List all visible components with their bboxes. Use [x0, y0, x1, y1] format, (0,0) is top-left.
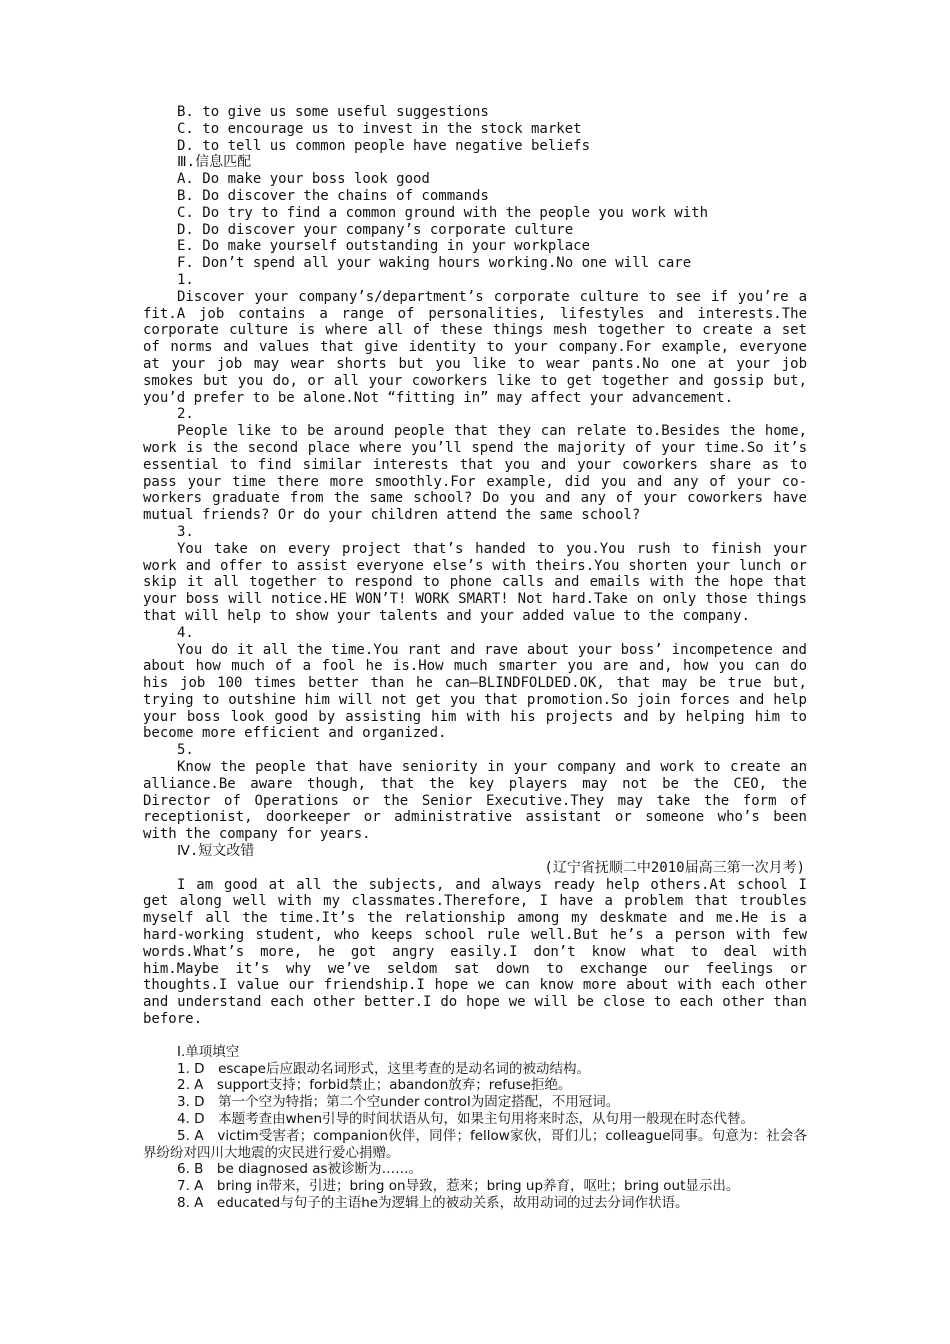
option-c: C. to encourage us to invest in the stock market	[177, 120, 582, 137]
answer-item: 4. D 本题考查由when引导的时间状语从句，如果主句用将来时态，从句用一般现在时态代替。	[177, 1111, 755, 1128]
answer-item: 8. A educated与句子的主语he为逻辑上的被动关系，故用动词的过去分词作状语。	[177, 1195, 689, 1211]
section2-options-tail	[143, 104, 807, 154]
section4-heading: Ⅳ.短文改错	[177, 843, 255, 860]
source-note: (辽宁省抚顺二中2010届高三第一次月考)	[544, 859, 805, 876]
item-paragraph: Know the people that have seniority in your company and work to create an alliance.Be aware though, that the key players may not be the CEO, the Director of Operations or the Senior Executive.They may take the form of receptionist, doorkeeper or administrative assistant or someone who’s been with the company for years.	[143, 759, 807, 843]
match-option-f: F. Don’t spend all your waking hours working.No one will care	[177, 255, 692, 272]
spacer	[143, 1028, 807, 1044]
item-number: 2.	[177, 406, 194, 423]
error-correction-passage: I am good at all the subjects, and always ready help others.At school I get along well with my classmates.Therefore, I have a problem that troubles myself all the time.It’s the relationship among my deskmate and me.He is a hard-working student, who keeps school rule well.But he’s a person with few words.What’s more, he got angry easily.I don’t know what to deal with him.Maybe it’s why we’ve seldom sat down to exchange our feelings or thoughts.I value our friendship.I hope we can know more about with each other and understand each other better.I do hope we will be close to each other than before.	[143, 876, 807, 1028]
item-number: 4.	[177, 624, 194, 641]
answer-item: 7. A bring in带来，引进；bring on导致，惹来；bring up养育，呕吐；bring out显示出。	[177, 1178, 740, 1195]
answers-heading: Ⅰ.单项填空	[177, 1043, 240, 1060]
document-page	[143, 104, 807, 1212]
item-paragraph: People like to be around people that they can relate to.Besides the home, work is the second place where you’ll spend the majority of your time.So it’s essential to find similar interests that you and your coworkers share as to pass your time there more smoothly.For example, did you and any of your co-workers graduate from the same school? Do you and any of your coworkers have mutual friends? Or do your children attend the same school?	[143, 423, 807, 524]
match-option-d: D. Do discover your company’s corporate culture	[177, 221, 574, 238]
item-paragraph: Discover your company’s/department’s corporate culture to see if you’re a fit.A job contains a range of personalities, lifestyles and interests.The corporate culture is where all of these things mesh together to create a set of norms and values that give identity to your company.For example, everyone at your job may wear shorts but you like to wear pants.No one at your job smokes but you do, or all your coworkers like to get together and gossip but, you’d prefer to be alone.Not “fitting in” may affect your advancement.	[143, 288, 807, 406]
match-option-b: B. Do discover the chains of commands	[177, 187, 489, 204]
section3-heading: Ⅲ.信息匹配	[177, 154, 252, 171]
match-option-c: C. Do try to find a common ground with the people you work with	[177, 204, 709, 221]
item-paragraph: You take on every project that’s handed to you.You rush to finish your work and offer to assist everyone else’s with theirs.You shorten your lunch or skip it all together to respond to phone calls and emails with the hope that your boss will notice.HE WON’T! WORK SMART! Not hard.Take on only those things that will help to show your talents and your added value to the company.	[143, 540, 807, 624]
section3	[143, 154, 807, 843]
match-option-a: A. Do make your boss look good	[177, 171, 430, 188]
answer-item: 3. D 第一个空为特指；第二个空under control为固定搭配，不用冠词。	[177, 1094, 620, 1111]
option-b: B. to give us some useful suggestions	[177, 104, 489, 120]
item-number: 3.	[177, 523, 194, 540]
item-number: 1.	[177, 271, 194, 288]
answer-item: 5. A victim受害者；companion伙伴，同伴；fellow家伙，哥们儿；colleague同事。句意为：社会各界纷纷对四川大地震的灾民进行爱心捐赠。	[143, 1127, 807, 1161]
section4	[143, 843, 807, 1028]
match-option-e: E. Do make yourself outstanding in your workplace	[177, 238, 591, 255]
option-d: D. to tell us common people have negative beliefs	[177, 137, 591, 154]
item-paragraph: You do it all the time.You rant and rave about your boss’ incompetence and about how much of a fool he is.How much smarter you are and, how you can do his job 100 times better than he can—BLINDFOLDED.OK, that may be true but, trying to outshine him will not get you that promotion.So join forces and help your boss look good by assisting him with his projects and by helping him to become more efficient and organized.	[143, 641, 807, 742]
answers-section	[143, 1044, 807, 1212]
answer-item: 2. A support支持；forbid禁止；abandon放弃；refuse拒绝。	[177, 1077, 572, 1094]
answer-item: 6. B be diagnosed as被诊断为……。	[177, 1161, 423, 1178]
answer-item: 1. D escape后应跟动名词形式，这里考查的是动名词的被动结构。	[177, 1060, 590, 1077]
item-number: 5.	[177, 742, 194, 759]
